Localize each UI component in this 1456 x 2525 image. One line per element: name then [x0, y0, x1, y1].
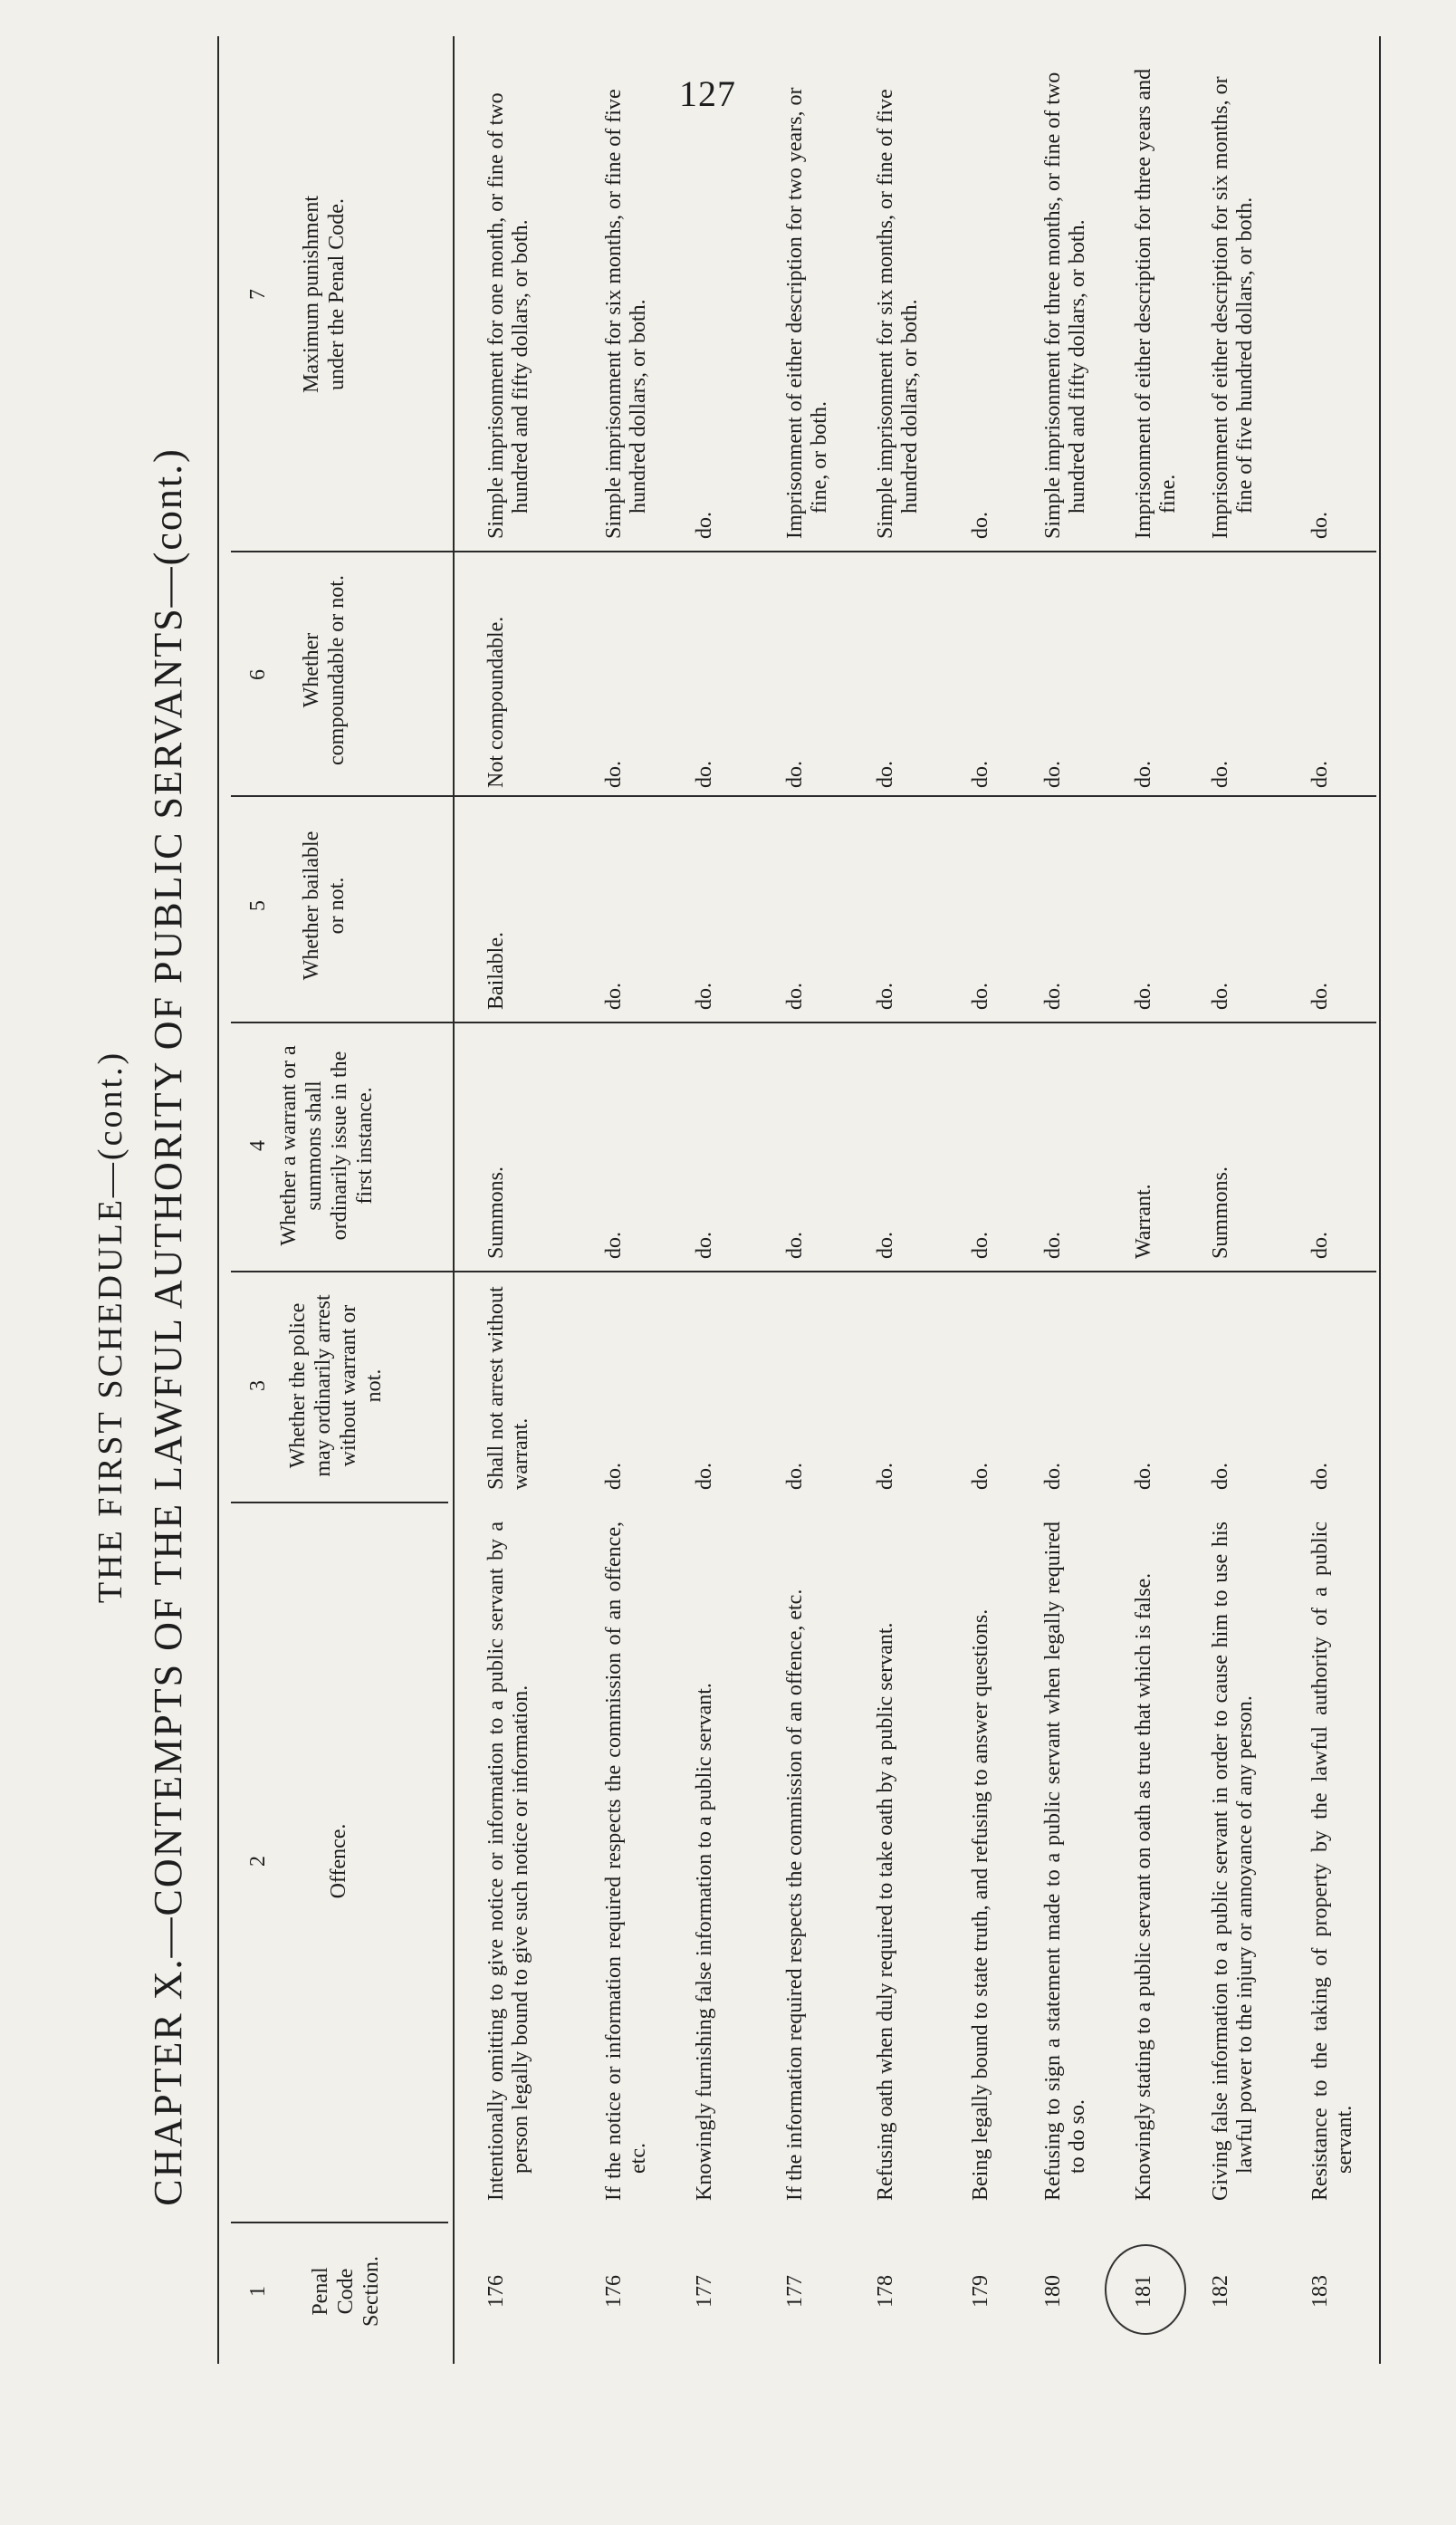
row-offence: If the information required respects the commission of an offence, etc. — [783, 1589, 807, 2201]
row-offence: Being legally bound to state truth, and refusing to answer questions. — [969, 1608, 992, 2201]
row-warrant: Warrant. — [1132, 1184, 1155, 1259]
row-arrest: do. — [969, 1463, 992, 1490]
row-arrest: do. — [1209, 1463, 1232, 1490]
schedule-title: THE FIRST SCHEDULE—(cont.) — [91, 1050, 129, 1604]
row-section: 180 — [1041, 2275, 1065, 2308]
page-number: 127 — [679, 73, 736, 114]
row-arrest: do. — [693, 1463, 716, 1490]
row-bailable: do. — [1132, 983, 1155, 1010]
col-num-3: 3 — [246, 1380, 270, 1391]
row-offence: Knowingly stating to a public servant on oath as true that which is false. — [1132, 1572, 1155, 2201]
divider-4-5 — [231, 1022, 1376, 1023]
row-bailable: do. — [602, 983, 626, 1010]
col-num-4: 4 — [246, 1140, 270, 1151]
row-arrest: Shall not arrest without warrant. — [484, 1286, 532, 1490]
row-compoundable: do. — [874, 761, 897, 788]
col-num-6: 6 — [246, 669, 270, 680]
row-section: 183 — [1308, 2275, 1332, 2308]
header-offence: Offence. — [327, 1823, 350, 1899]
row-warrant: do. — [602, 1232, 626, 1259]
row-section: 179 — [969, 2275, 992, 2308]
row-warrant: Summons. — [1209, 1166, 1232, 1259]
row-section: 178 — [874, 2275, 897, 2308]
row-warrant: do. — [969, 1232, 992, 1259]
row-warrant: do. — [1041, 1232, 1065, 1259]
row-compoundable: do. — [1041, 761, 1065, 788]
row-compoundable: do. — [783, 761, 807, 788]
row-punishment: do. — [1308, 512, 1332, 539]
row-punishment: Simple imprisonment for three months, or fine of two hundred and fifty dollars, or both. — [1041, 72, 1089, 539]
row-bailable: do. — [1209, 983, 1232, 1010]
row-punishment: Simple imprisonment for six months, or fine of five hundred dollars, or both. — [602, 89, 650, 539]
row-warrant: do. — [1308, 1232, 1332, 1259]
divider-6-7 — [231, 551, 1376, 552]
col-num-2: 2 — [246, 1856, 270, 1867]
row-punishment: do. — [693, 512, 716, 539]
row-compoundable: do. — [1132, 761, 1155, 788]
header-rule — [453, 36, 455, 2364]
row-offence: Refusing to sign a statement made to a public servant when legally required to do so. — [1041, 1522, 1089, 2201]
header-section: Penal Code Section. — [309, 2256, 383, 2327]
header-arrest: Whether the police may ordinarily arrest without warrant or not. — [286, 1294, 386, 1477]
row-compoundable: do. — [693, 761, 716, 788]
col-num-1: 1 — [246, 2286, 270, 2297]
row-offence: If the notice or information required respects the commission of an offence, etc. — [602, 1522, 650, 2201]
divider-3-4 — [231, 1271, 1376, 1272]
row-compoundable: do. — [1308, 761, 1332, 788]
row-offence: Knowingly furnishing false information to a public servant. — [693, 1683, 716, 2201]
row-punishment: Simple imprisonment for six months, or fine of five hundred dollars, or both. — [874, 89, 922, 539]
row-arrest: do. — [602, 1463, 626, 1490]
row-compoundable: do. — [1209, 761, 1232, 788]
row-warrant: Summons. — [484, 1166, 508, 1259]
row-bailable: Bailable. — [484, 932, 508, 1010]
hand-drawn-circle — [1105, 2244, 1186, 2335]
rotated-schedule-table — [36, 27, 1394, 2382]
row-compoundable: do. — [602, 761, 626, 788]
bottom-rule — [1379, 36, 1381, 2364]
col-num-5: 5 — [246, 900, 270, 911]
row-offence: Intentionally omitting to give notice or information to a public servant by a person legally bound to give such notice or information. — [484, 1522, 532, 2201]
header-warrant: Whether a warrant or a summons shall ordinarily issue in the first instance. — [277, 1045, 377, 1246]
row-offence: Refusing oath when duly required to take oath by a public servant. — [874, 1622, 897, 2201]
row-bailable: do. — [693, 983, 716, 1010]
divider-5-6 — [231, 795, 1376, 797]
row-bailable: do. — [874, 983, 897, 1010]
row-section: 181 — [1132, 2275, 1155, 2308]
row-compoundable: do. — [969, 761, 992, 788]
row-arrest: do. — [1308, 1463, 1332, 1490]
row-arrest: do. — [1132, 1463, 1155, 1490]
row-section: 182 — [1209, 2275, 1232, 2308]
row-section: 177 — [783, 2275, 807, 2308]
row-warrant: do. — [783, 1232, 807, 1259]
row-punishment: Simple imprisonment for one month, or fine of two hundred and fifty dollars, or both. — [484, 92, 532, 539]
row-section: 177 — [693, 2275, 716, 2308]
header-compoundable: Whether compoundable or not. — [300, 575, 349, 765]
header-bailable: Whether bailable or not. — [300, 830, 349, 981]
header-punishment: Maximum punishment under the Penal Code. — [300, 196, 349, 393]
row-punishment: do. — [969, 512, 992, 539]
row-bailable: do. — [1308, 983, 1332, 1010]
chapter-title: CHAPTER X.—CONTEMPTS OF THE LAWFUL AUTHORITY OF PUBLIC SERVANTS—(cont.) — [146, 447, 190, 2206]
row-punishment: Imprisonment of either description for six months, or fine of five hundred dollars, or both. — [1209, 76, 1257, 539]
row-arrest: do. — [1041, 1463, 1065, 1490]
row-warrant: do. — [693, 1232, 716, 1259]
row-punishment: Imprisonment of either description for two years, or fine, or both. — [783, 87, 831, 539]
row-compoundable: Not compoundable. — [484, 616, 508, 788]
row-section: 176 — [602, 2275, 626, 2308]
divider-2-3 — [231, 1502, 448, 1503]
row-arrest: do. — [783, 1463, 807, 1490]
row-punishment: Imprisonment of either description for three years and fine. — [1132, 68, 1180, 539]
row-bailable: do. — [783, 983, 807, 1010]
col-num-7: 7 — [246, 289, 270, 300]
row-offence: Resistance to the taking of property by the lawful authority of a public servant. — [1308, 1522, 1356, 2201]
top-rule — [217, 36, 219, 2364]
divider-1-2 — [231, 2222, 448, 2223]
row-bailable: do. — [969, 983, 992, 1010]
row-section: 176 — [484, 2275, 508, 2308]
row-bailable: do. — [1041, 983, 1065, 1010]
row-offence: Giving false information to a public servant in order to cause him to use his lawful power to the injury or annoyance of any person. — [1209, 1522, 1257, 2201]
row-warrant: do. — [874, 1232, 897, 1259]
row-arrest: do. — [874, 1463, 897, 1490]
